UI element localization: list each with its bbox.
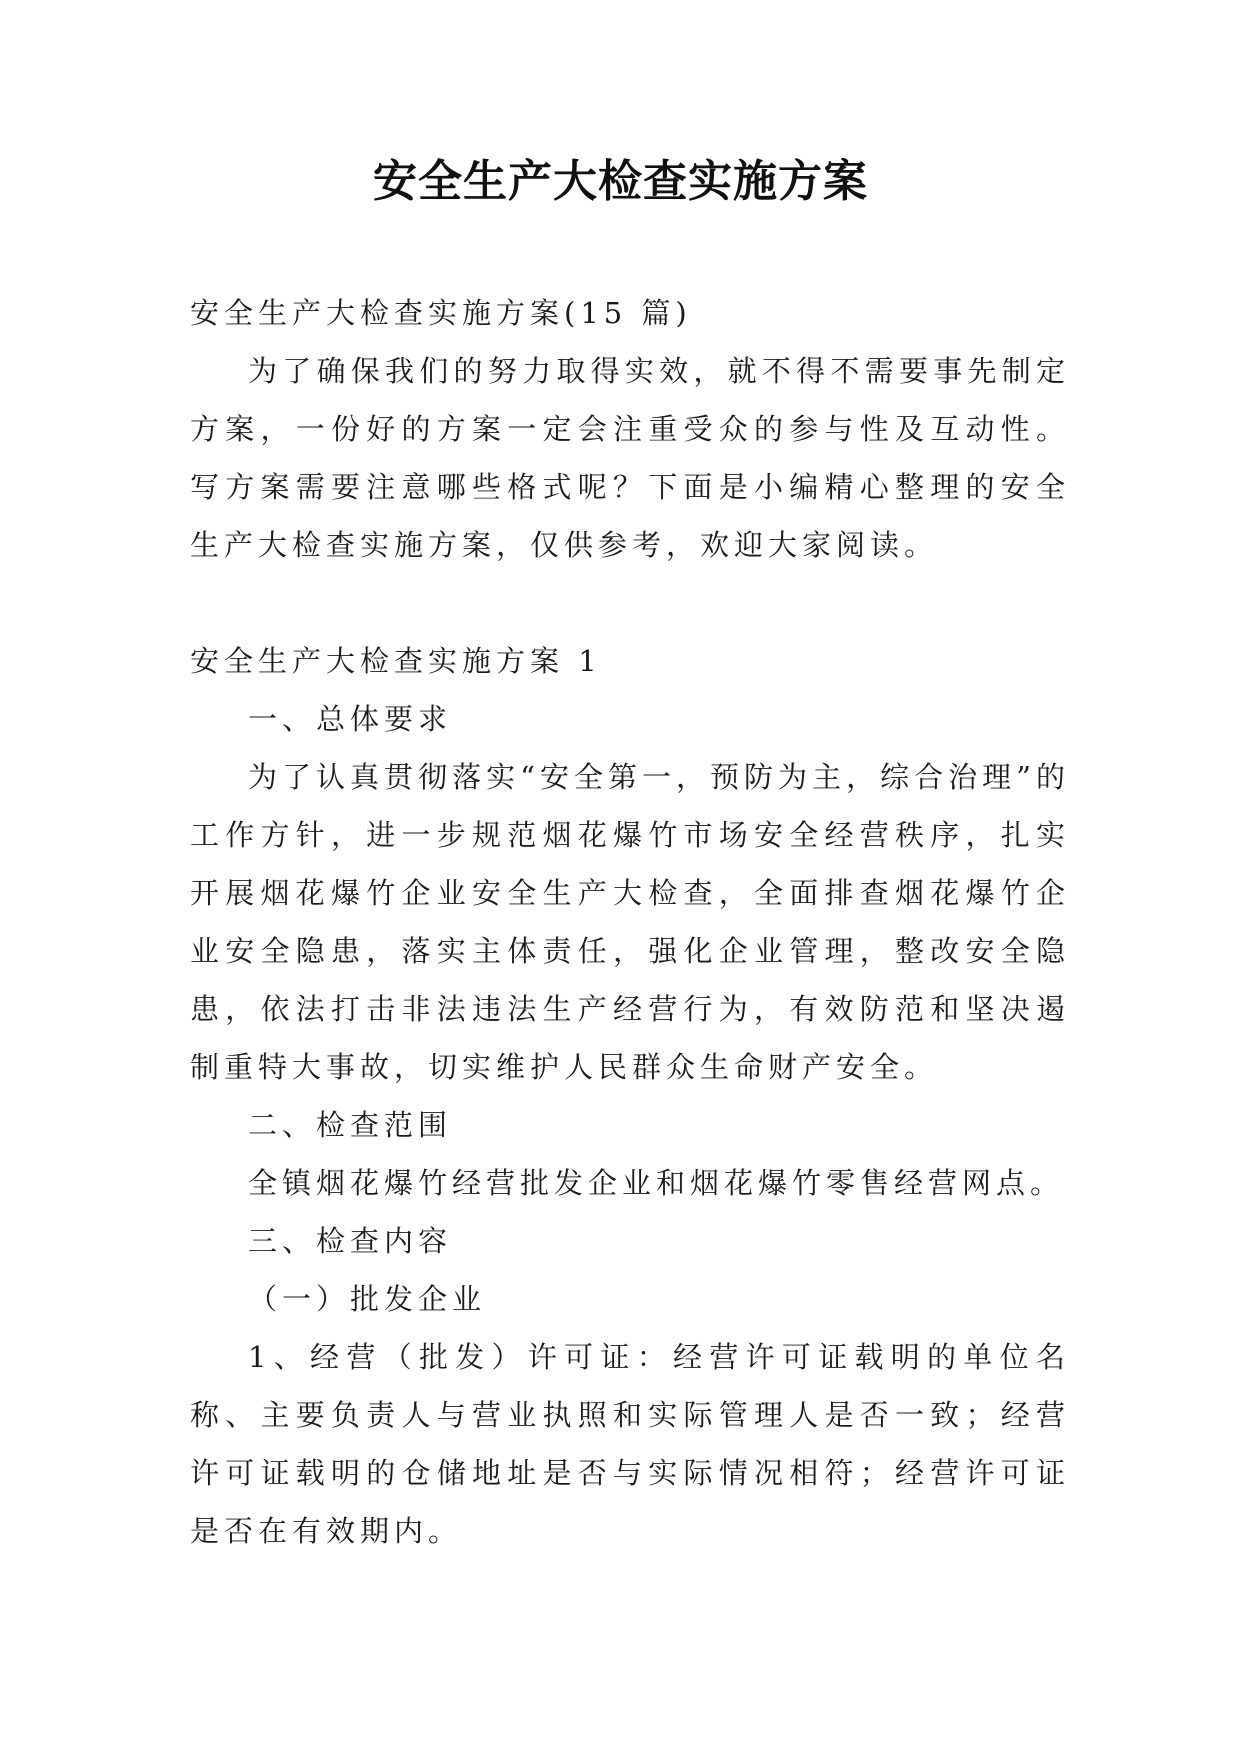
paragraph-spacer bbox=[190, 574, 1070, 632]
subheading-general-requirements: 一、总体要求 bbox=[248, 702, 453, 736]
document-body bbox=[190, 284, 1070, 1560]
inspection-scope-paragraph: 全镇烟花爆竹经营批发企业和烟花爆竹零售经营网点。 bbox=[248, 1166, 1065, 1200]
document-title: 安全生产大检查实施方案 bbox=[373, 156, 868, 207]
license-paragraph: 1、经营（批发）许可证：经营许可证载明的单位名称、主要负责人与营业执照和实际管理人是否一致；经营许可证载明的仓储地址是否与实际情况相符；经营许可证是否在有效期内。 bbox=[190, 1340, 1070, 1548]
section-heading: 安全生产大检查实施方案 1 bbox=[190, 644, 602, 678]
intro-paragraph: 为了确保我们的努力取得实效，就不得不需要事先制定方案，一份好的方案一定会注重受众的参与性及互动性。写方案需要注意哪些格式呢？下面是小编精心整理的安全生产大检查实施方案，仅供参考，欢迎大家阅读。 bbox=[190, 354, 1070, 562]
general-requirements-paragraph: 为了认真贯彻落实“安全第一，预防为主，综合治理”的工作方针，进一步规范烟花爆竹市场安全经营秩序，扎实开展烟花爆竹企业安全生产大检查，全面排查烟花爆竹企业安全隐患，落实主体责任，强化企业管理，整改安全隐患，依法打击非法违法生产经营行为，有效防范和坚决遏制重特大事故，切实维护人民群众生命财产安全。 bbox=[190, 760, 1070, 1084]
subheading-wholesale-enterprises: （一）批发企业 bbox=[248, 1282, 487, 1316]
subheading-inspection-content: 三、检查内容 bbox=[248, 1224, 453, 1258]
subheading-inspection-scope: 二、检查范围 bbox=[248, 1108, 453, 1142]
subtitle-paragraph: 安全生产大检查实施方案(15 篇) bbox=[190, 296, 692, 330]
